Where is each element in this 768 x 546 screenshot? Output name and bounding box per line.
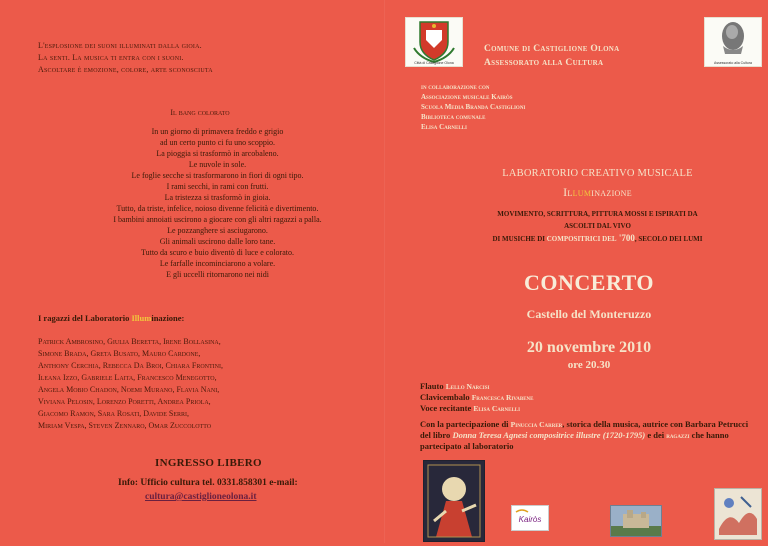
poem: [70, 126, 365, 280]
kairos-text: Kairòs: [518, 515, 542, 524]
poem-line: La pioggia si trasformò in arcobaleno.: [156, 149, 279, 158]
part-text: e dei: [645, 430, 667, 440]
tagline: [38, 40, 298, 76]
illum-part: inazione: [591, 185, 632, 199]
poem-line: ad un certo punto ci fu uno scoppio.: [159, 138, 276, 147]
poem-line: Le nuvole in sole.: [188, 160, 247, 169]
info-line: Info: Ufficio cultura tel. 0331.858301 e-mail:: [118, 478, 298, 488]
collab-line: Scuola Media Branda Castiglioni: [421, 103, 526, 111]
kids-line: Viviana Pelosin, Lorenzo Poretti, Andrea Priola,: [38, 397, 211, 406]
kids-line: Ileana Izzo, Gabriele Laita, Francesco Menegotto,: [38, 373, 217, 382]
event-time: ore 20.30: [567, 359, 611, 371]
poem-line: Le foglie secche si trasformarono in fiori di ogni tipo.: [131, 171, 304, 180]
desc-line: ASCOLTI DAL VIVO: [564, 222, 631, 230]
collab-line: in collaborazione con: [421, 83, 490, 91]
performer-row: [420, 392, 534, 403]
illustration-icon: [715, 489, 761, 539]
painting-image: [423, 460, 485, 542]
collaboration-block: [421, 82, 525, 132]
kids-line: Anthony Cerchia, Rebecca Da Broi, Chiara Frontini,: [38, 361, 224, 370]
performer-role: Voce recitante: [420, 403, 474, 413]
poem-line: I rami secchi, in rami con frutti.: [166, 182, 269, 191]
poem-line: Gli animali uscirono dalle loro tane.: [159, 237, 276, 246]
performer-row: [420, 381, 534, 392]
part-name: Pinuccia Carrer: [510, 420, 563, 429]
performer-name: Elisa Carnelli: [473, 404, 521, 413]
collab-line: Biblioteca comunale: [421, 113, 486, 121]
free-entry-label: INGRESSO LIBERO: [155, 457, 262, 469]
collab-line: Elisa Carnelli: [421, 123, 467, 131]
performers: [420, 381, 534, 414]
performer-role: Flauto: [420, 381, 446, 391]
desc-century: '700: [616, 233, 635, 243]
tagline-line: La senti. La musica ti entra con i suoni.: [38, 53, 184, 62]
desc-text: DI MUSICHE DI: [492, 235, 547, 243]
crest-caption: Città di Castiglione Olona: [414, 61, 454, 65]
tagline-line: L'esplosione dei suoni illuminati dalla gioia.: [38, 41, 202, 50]
kids-heading-highlight: Illum: [131, 313, 152, 323]
assessorato-name: Assessorato alla Cultura: [484, 58, 604, 68]
poem-line: Le pozzanghere si asciugarono.: [167, 226, 268, 235]
poem-line: La tristezza si trasformò in gioia.: [164, 193, 271, 202]
illum-part: Il: [563, 185, 573, 199]
email-link[interactable]: cultura@castiglioneolona.it: [145, 492, 257, 502]
desc-highlight: COMPOSITRICI DEL: [546, 235, 617, 243]
lab-title: LABORATORIO CREATIVO MUSICALE: [502, 168, 693, 179]
poem-line: Tutto, da triste, infelice, noioso divenne felicità e divertimento.: [116, 204, 319, 213]
kids-line: Angela Mobio Chadon, Noemi Murano, Flavia Nani,: [38, 385, 220, 394]
castle-icon: [611, 506, 661, 536]
illustration-image: [714, 488, 762, 540]
performer-name: Francesca Rivabene: [471, 393, 534, 402]
venue: Castello del Monteruzzo: [526, 307, 652, 321]
poem-line: In un giorno di primavera freddo e grigio: [151, 127, 284, 136]
statue-icon: [705, 18, 761, 66]
crest-icon: [406, 18, 462, 66]
performer-name: Lello Narcisi: [445, 382, 490, 391]
comune-header: [484, 42, 620, 70]
cultura-logo: [704, 17, 762, 67]
poem-line: Tutto da scuro e buio diventò di luce e colorato.: [140, 248, 294, 257]
event-date: 20 novembre 2010: [526, 339, 652, 356]
kids-heading-text: I ragazzi del Laboratorio: [38, 313, 132, 323]
tagline-line: Ascoltare è emozione, colore, arte sconosciuta: [38, 65, 213, 74]
lab-description: [420, 208, 768, 245]
part-text: , storica della musica, autrice con Barbara Petrucci del libro: [420, 419, 749, 440]
kids-line: Patrick Ambrosino, Giulia Beretta, Irene Bollasina,: [38, 337, 221, 346]
kids-line: Giacomo Ramon, Sara Rosati, Davide Serri,: [38, 409, 190, 418]
desc-line: MOVIMENTO, SCRITTURA, PITTURA MOSSI E ISPIRATI DA: [497, 210, 698, 218]
part-kids: ragazzi: [666, 431, 690, 440]
comune-name: Comune di Castiglione Olona: [484, 44, 620, 54]
performer-row: [420, 403, 534, 414]
kids-list: [38, 336, 338, 432]
collab-line: Associazione musicale Kairòs: [421, 93, 513, 101]
illuminazione-title: [465, 185, 730, 200]
part-text: che hanno partecipato al laboratorio: [420, 430, 729, 451]
participation-note: [420, 419, 760, 452]
kairos-logo: [511, 505, 549, 531]
kids-line: Miriam Vespa, Steven Zennaro, Omar Zuccolotto: [38, 421, 212, 430]
kids-line: Simone Brada, Greta Busato, Mauro Cardone,: [38, 349, 201, 358]
poem-line: I bambini annoiati uscirono a giocare con gli altri ragazzi a palla.: [113, 215, 322, 224]
part-text: Con la partecipazione di: [420, 419, 511, 429]
castle-photo: [610, 505, 662, 537]
kids-heading: [38, 313, 184, 323]
painting-icon: [424, 461, 484, 541]
poem-line: Le farfalle incominciarono a volare.: [159, 259, 276, 268]
performer-role: Clavicembalo: [420, 392, 472, 402]
poem-line: E gli uccelli ritornarono nei nidi: [166, 270, 269, 279]
kids-heading-text: inazione:: [151, 313, 185, 323]
poem-title: Il bang colorato: [170, 108, 230, 117]
desc-text: , SECOLO DEI LUMI: [634, 235, 703, 243]
book-title: Donna Teresa Agnesi compositrice illustre (1720-1795): [452, 430, 646, 440]
town-crest-logo: [405, 17, 463, 67]
desc-line: [420, 232, 768, 245]
cultura-caption: Assessorato alla Cultura: [714, 61, 752, 65]
illum-highlight: lum: [572, 185, 592, 199]
fold-line: [384, 0, 385, 543]
concert-title: CONCERTO: [524, 270, 654, 295]
